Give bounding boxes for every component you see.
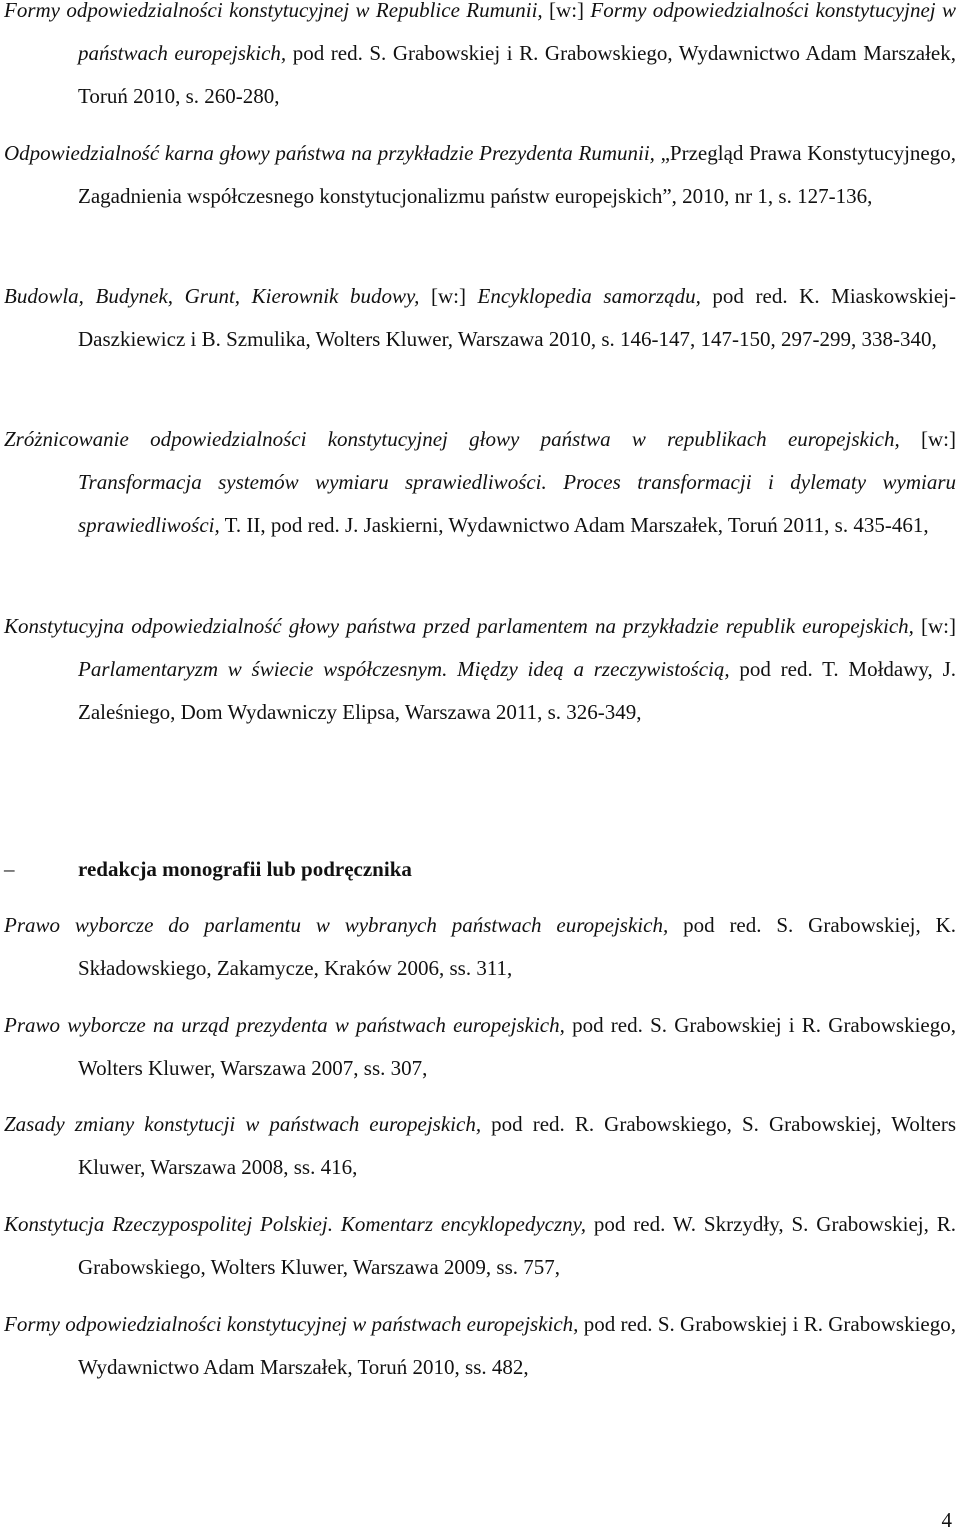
entry-title: Zróżnicowanie odpowiedzialności konstytucyjnej głowy państwa w republikach europejskich, (4, 427, 900, 451)
entry-in: [w:] (542, 0, 591, 22)
entry-title: Prawo wyborcze do parlamentu w wybranych państwach europejskich, (4, 913, 669, 937)
monograph-entry (4, 1103, 956, 1189)
entry-details: pod red. S. Grabowskiej i R. Grabowskiego, Wydawnictwo Adam Marszałek, Toruń 2010, ss. 482, (78, 1312, 956, 1379)
entry-title: Odpowiedzialność karna głowy państwa na przykładzie Prezydenta Rumunii, (4, 141, 655, 165)
entry-details: pod red. W. Skrzydły, S. Grabowskiej, R. Grabowskiego, Wolters Kluwer, Warszawa 2009, ss. 757, (78, 1212, 956, 1279)
monograph-entry (4, 1004, 956, 1090)
bibliography-entry (4, 418, 956, 547)
entry-details: pod red. K. Miaskowskiej-Daszkiewicz i B. Szmulika, Wolters Kluwer, Warszawa 2010, s. 146-147, 147-150, 297-299, 338-340, (78, 284, 956, 351)
section-heading (4, 848, 904, 891)
entry-in: [w:] (419, 284, 478, 308)
entry-details: „Przegląd Prawa Konstytucyjnego, Zagadnienia współczesnego konstytucjonalizmu państw europejskich”, 2010, nr 1, s. 127-136, (78, 141, 956, 208)
entry-source: Formy odpowiedzialności konstytucyjnej w państwach europejskich, (78, 0, 956, 65)
entry-details: pod red. T. Mołdawy, J. Zaleśniego, Dom Wydawniczy Elipsa, Warszawa 2011, s. 326-349, (78, 657, 956, 724)
bibliography-entry (4, 275, 956, 361)
monograph-entry (4, 904, 956, 990)
page-number: 4 (941, 1508, 952, 1532)
entry-title: Budowla, Budynek, Grunt, Kierownik budowy, (4, 284, 420, 308)
heading-text: redakcja monografii lub podręcznika (78, 857, 412, 881)
entry-title: Konstytucyjna odpowiedzialność głowy państwa przed parlamentem na przykładzie republik europejskich, (4, 614, 914, 638)
monograph-entry (4, 1203, 956, 1289)
bibliography-entry (4, 132, 956, 218)
entry-title: Zasady zmiany konstytucji w państwach europejskich, (4, 1112, 482, 1136)
entry-details: pod red. S. Grabowskiej, K. Składowskiego, Zakamycze, Kraków 2006, ss. 311, (78, 913, 957, 980)
entry-details: pod red. S. Grabowskiej i R. Grabowskiego, Wolters Kluwer, Warszawa 2007, ss. 307, (78, 1013, 956, 1080)
bibliography-entry (4, 0, 956, 118)
entry-source: Transformacja systemów wymiaru sprawiedliwości. Proces transformacji i dylematy wymiaru sprawiedliwości, (78, 470, 956, 537)
entry-in: [w:] (913, 614, 956, 638)
entry-source: Parlamentaryzm w świecie współczesnym. Między ideą a rzeczywistością, (78, 657, 730, 681)
entry-details: pod red. R. Grabowskiego, S. Grabowskiej, Wolters Kluwer, Warszawa 2008, ss. 416, (78, 1112, 957, 1179)
entry-details: pod red. S. Grabowskiej i R. Grabowskiego, Wydawnictwo Adam Marszałek, Toruń 2010, s. 260-280, (78, 41, 956, 108)
bibliography-entry (4, 605, 956, 734)
entry-title: Formy odpowiedzialności konstytucyjnej w Republice Rumunii, (4, 0, 543, 22)
entry-title: Konstytucja Rzeczypospolitej Polskiej. Komentarz encyklopedyczny, (4, 1212, 587, 1236)
entry-in: [w:] (899, 427, 956, 451)
heading-dash: – (4, 857, 15, 881)
entry-title: Prawo wyborcze na urząd prezydenta w państwach europejskich, (4, 1013, 565, 1037)
entry-details: T. II, pod red. J. Jaskierni, Wydawnictwo Adam Marszałek, Toruń 2011, s. 435-461, (219, 513, 929, 537)
entry-source: Encyklopedia samorządu, (477, 284, 701, 308)
monograph-entry (4, 1303, 956, 1389)
entry-title: Formy odpowiedzialności konstytucyjnej w państwach europejskich, (4, 1312, 579, 1336)
